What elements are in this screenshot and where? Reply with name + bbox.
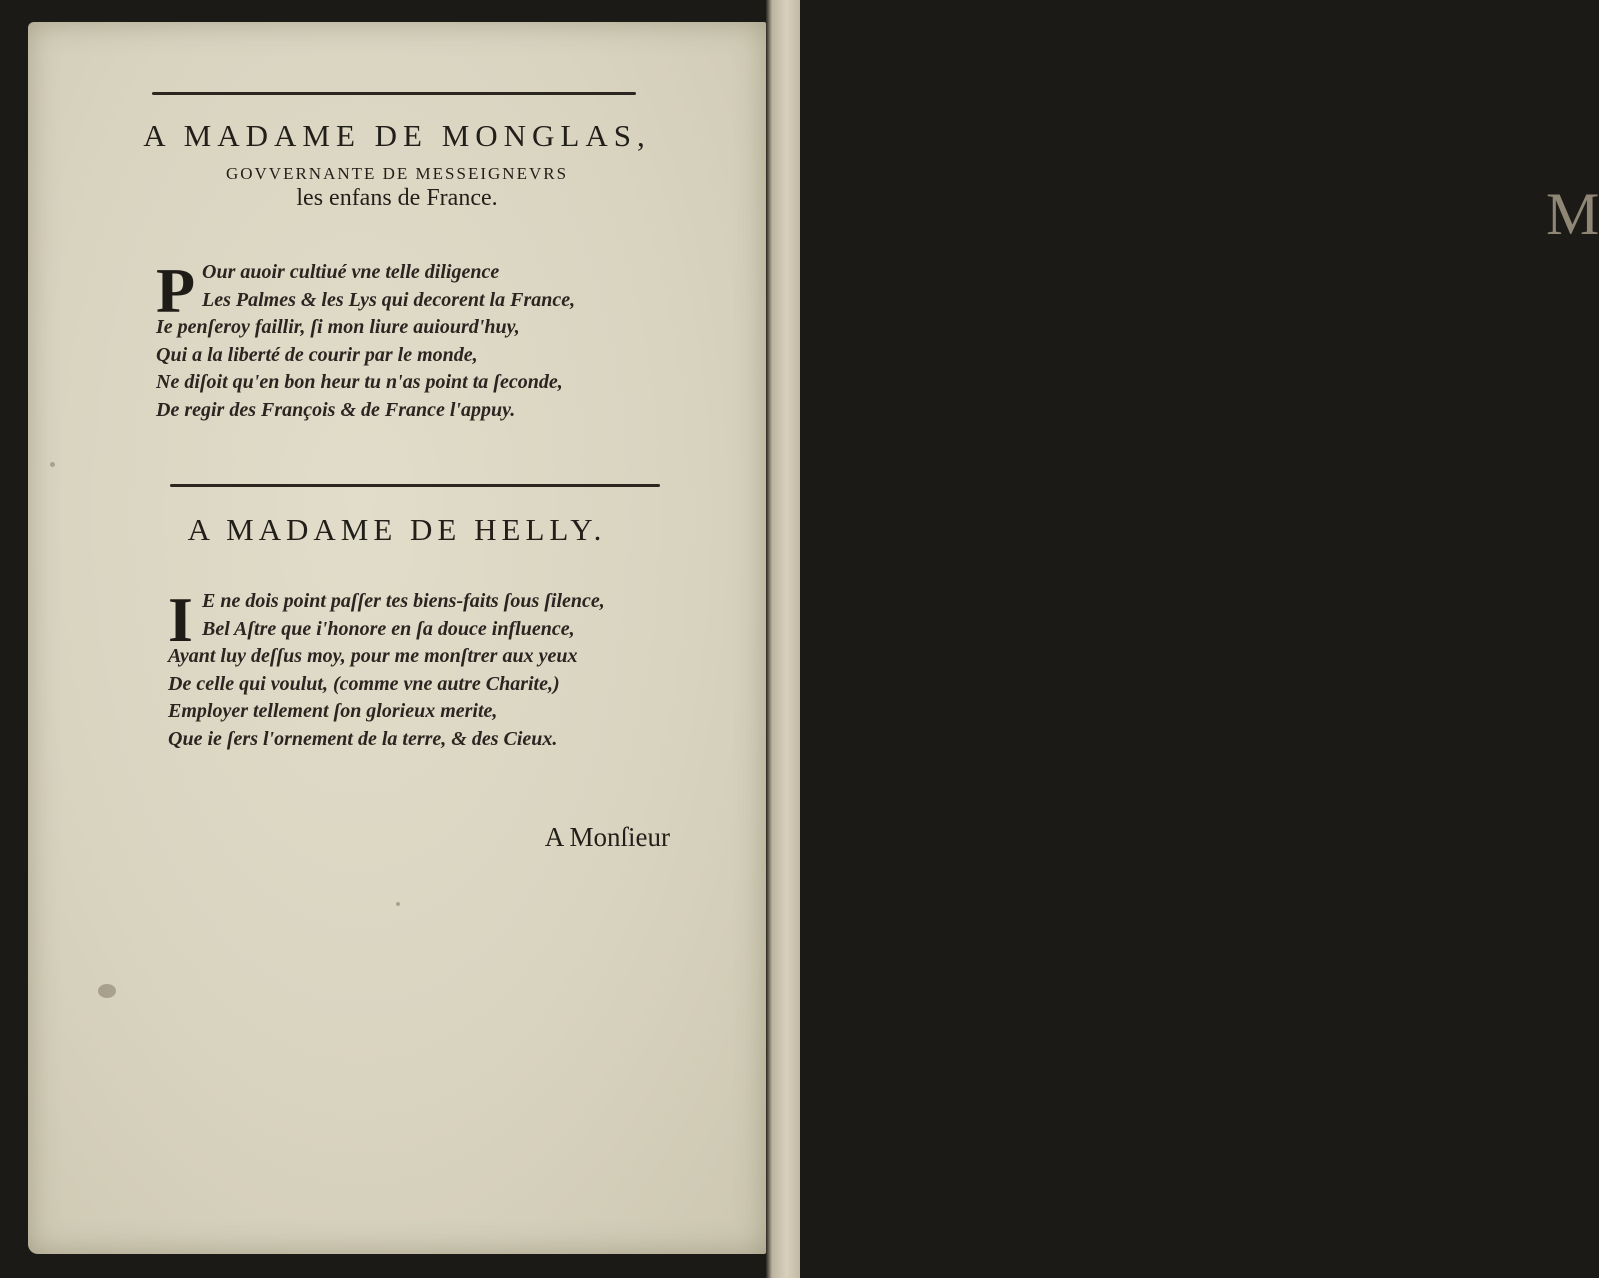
next-page-letter: M [1546, 181, 1599, 247]
dropcap-p: P [156, 255, 196, 326]
paper-stain [98, 984, 116, 998]
dedication-subtitle: GOVVERNANTE DE MESSEIGNEVRS [225, 164, 569, 183]
book-spine [766, 0, 1599, 1278]
catchword: A Monſieur [544, 822, 670, 852]
poem-line: Ie penſeroy faillir, ſi mon liure auiourd'huy, [156, 316, 520, 338]
dropcap-i: I [168, 584, 193, 655]
paper-speck [396, 902, 400, 906]
poem-line: Our auoir cultiué vne telle diligence [202, 261, 500, 283]
dedication-title-helly: A MADAME DE HELLY. [187, 512, 607, 547]
paper-speck [50, 462, 55, 467]
book-page [28, 22, 766, 1254]
poem-line: De celle qui voulut, (comme vne autre Charite,) [168, 672, 560, 695]
poem-line: Que ie ſers l'ornement de la terre, & des Cieux. [168, 727, 558, 750]
dedication-title-monglas: A MADAME DE MONGLAS, [143, 118, 651, 153]
poem-monglas [156, 255, 576, 424]
poem-line: De regir des François & de France l'appuy. [156, 398, 516, 421]
poem-line: E ne dois point paſſer tes biens-faits ſous ſilence, [202, 590, 605, 612]
poem-line: Les Palmes & les Lys qui decorent la France, [202, 288, 576, 311]
poem-line: Qui a la liberté de courir par le monde, [156, 343, 478, 366]
top-rule [152, 92, 636, 95]
dedication-subtitle-line2: les enfans de France. [296, 185, 498, 211]
poem-helly [168, 584, 605, 753]
middle-rule [170, 484, 660, 487]
poem-line: Ayant luy deſſus moy, pour me monſtrer aux yeux [168, 645, 578, 667]
poem-line: Ne diſoit qu'en bon heur tu n'as point ta ſeconde, [156, 371, 563, 393]
poem-line: Employer tellement ſon glorieux merite, [168, 700, 498, 722]
poem-line: Bel Aſtre que i'honore en ſa douce influence, [202, 617, 575, 640]
